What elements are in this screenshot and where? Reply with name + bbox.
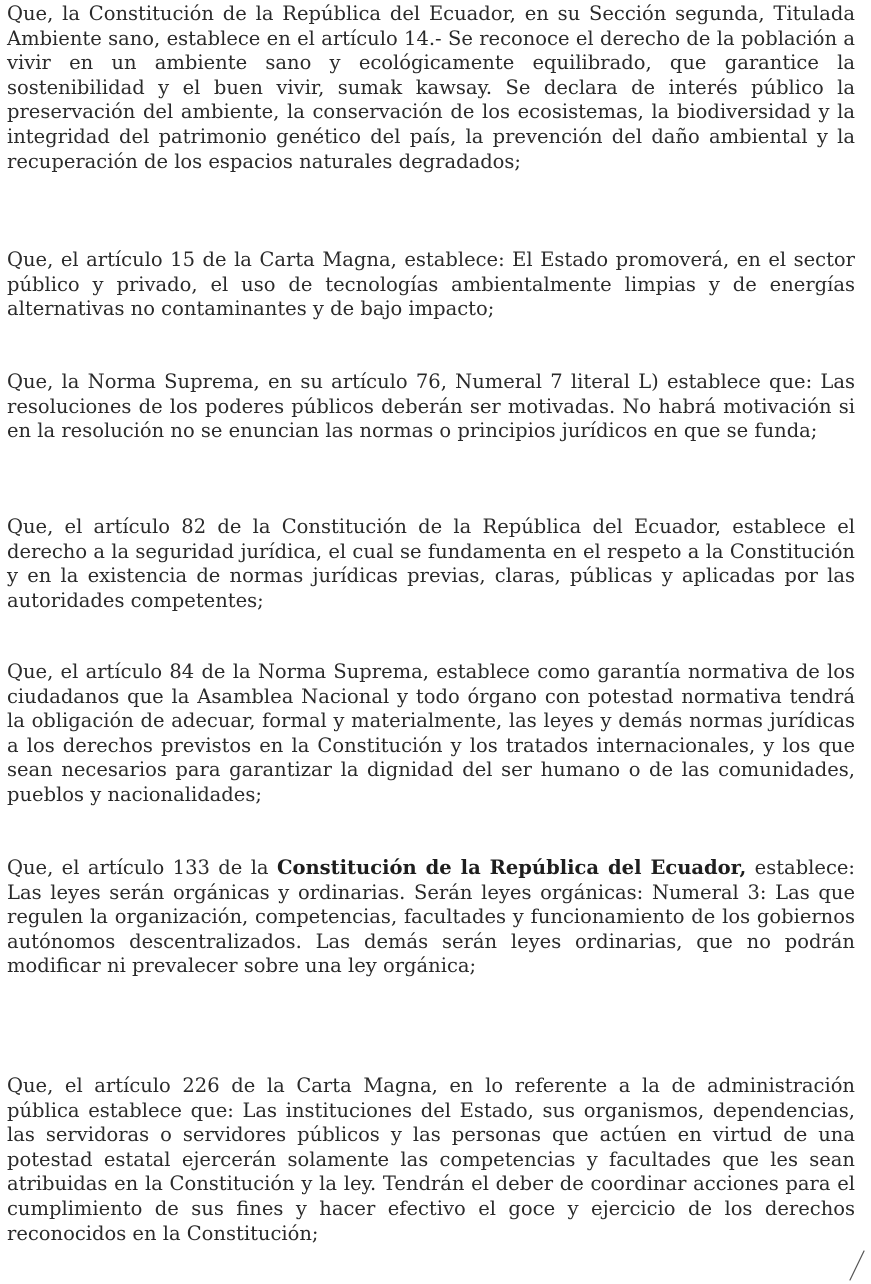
constitution-bold-reference: Constitución de la República del Ecuador, xyxy=(276,856,747,879)
paragraph-article-133 xyxy=(7,856,855,979)
paragraph-article-133-prefix: Que, el artículo 133 de la xyxy=(7,856,277,879)
paragraph-article-133-suffix: establece: Las leyes serán orgánicas y ordinarias. Serán leyes orgánicas: Numeral 3: Las que regulen la organización, competencias, facultades y funcionamiento de los gobiernos autónomos descentralizados. Las demás serán leyes ordinarias, que no podrán modificar ni prevalecer sobre una ley orgánica; xyxy=(7,856,855,978)
paragraph-article-226: Que, el artículo 226 de la Carta Magna, en lo referente a la de administración pública establece que: Las instituciones del Estado, sus organismos, dependencias, las servidoras o servidores públicos y las personas que actúen en virtud de una potestad estatal ejercerán solamente las competencias y facultades que les sean atribuidas en la Constitución y la ley. Tendrán el deber de coordinar acciones para el cumplimiento de sus fines y hacer efectivo el goce y ejercicio de los derechos reconocidos en la Constitución; xyxy=(7,1074,855,1245)
pen-stroke-mark xyxy=(847,1248,867,1282)
paragraph-article-14: Que, la Constitución de la República del Ecuador, en su Sección segunda, Titulada Ambiente sano, establece en el artículo 14.- Se reconoce el derecho de la población a vivir en un ambiente sano y ecológicamente equilibrado, que garantice la sostenibilidad y el buen vivir, sumak kawsay. Se declara de interés público la preservación del ambiente, la conservación de los ecosistemas, la biodiversidad y la integridad del patrimonio genético del país, la prevención del daño ambiental y la recuperación de los espacios naturales degradados; xyxy=(7,2,855,173)
paragraph-article-15: Que, el artículo 15 de la Carta Magna, establece: El Estado promoverá, en el sector público y privado, el uso de tecnologías ambientalmente limpias y de energías alternativas no contaminantes y de bajo impacto; xyxy=(7,248,855,321)
paragraph-article-76: Que, la Norma Suprema, en su artículo 76, Numeral 7 literal L) establece que: Las resoluciones de los poderes públicos deberán ser motivadas. No habrá motivación si en la resolución no se enuncian las normas o principios jurídicos en que se funda; xyxy=(7,370,855,443)
paragraph-article-84: Que, el artículo 84 de la Norma Suprema, establece como garantía normativa de los ciudadanos que la Asamblea Nacional y todo órgano con potestad normativa tendrá la obligación de adecuar, formal y materialmente, las leyes y demás normas jurídicas a los derechos previstos en la Constitución y los tratados internacionales, y los que sean necesarios para garantizar la dignidad del ser humano o de las comunidades, pueblos y nacionalidades; xyxy=(7,660,855,806)
paragraph-article-82: Que, el artículo 82 de la Constitución de la República del Ecuador, establece el derecho a la seguridad jurídica, el cual se fundamenta en el respeto a la Constitución y en la existencia de normas jurídicas previas, claras, públicas y aplicadas por las autoridades competentes; xyxy=(7,515,855,612)
